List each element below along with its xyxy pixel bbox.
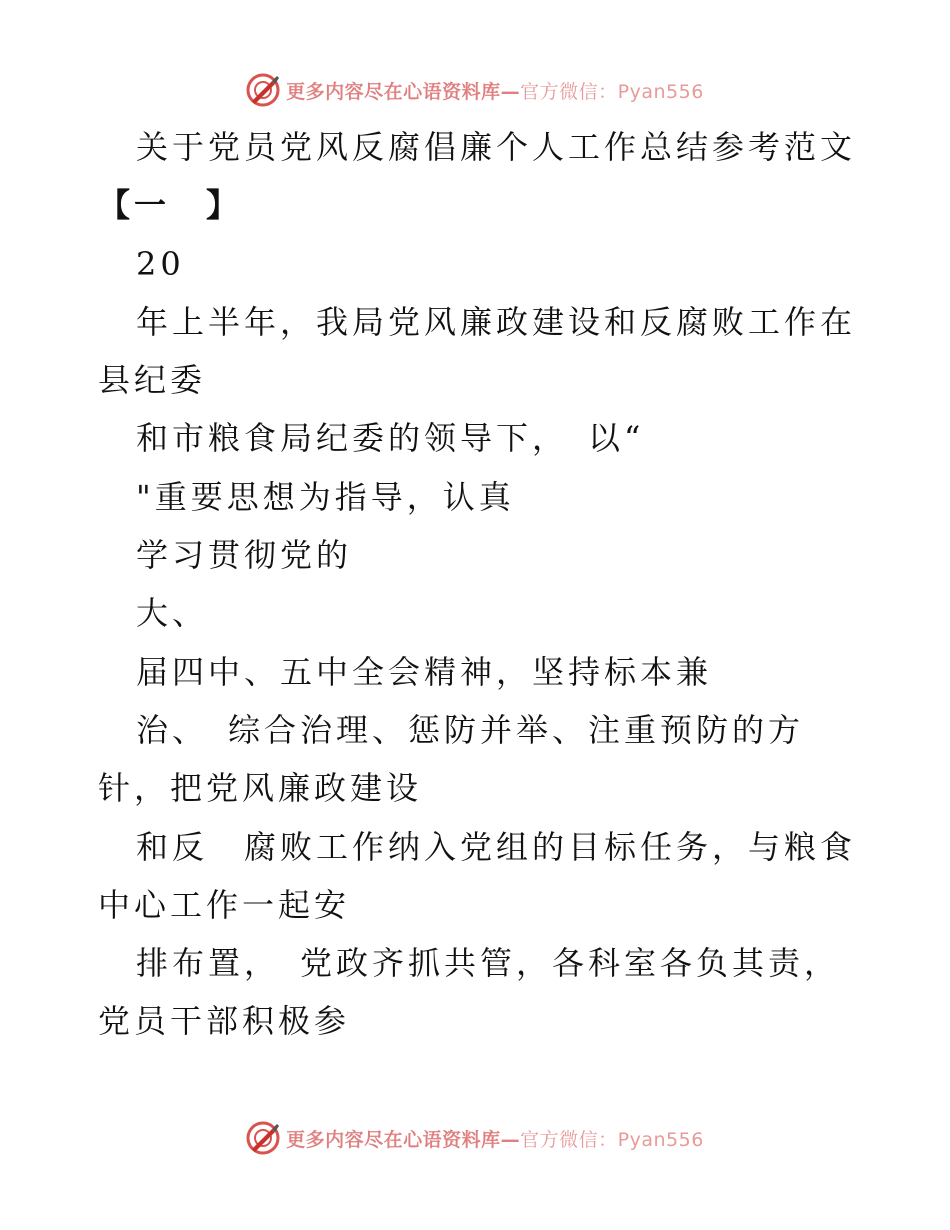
document-title: 关于党员党风反腐倡廉个人工作总结参考范文: [136, 128, 857, 166]
paragraph: 届四中、五中全会精神，坚持标本兼: [136, 652, 713, 691]
footer-watermark: [0, 1118, 950, 1158]
document-body: [98, 118, 858, 1051]
watermark-main-text: 更多内容尽在心语资料库—: [286, 80, 521, 103]
watermark-wechat-text: 官方微信：Pyan556: [520, 1128, 704, 1151]
paragraph: 年上半年，我局党风廉政建设和反腐败工作在县纪委: [98, 302, 857, 400]
pen-logo-icon: [246, 73, 280, 107]
paragraph: "重要思想为指导，认真: [136, 477, 515, 516]
watermark-wechat-text: 官方微信：Pyan556: [520, 80, 704, 103]
section-mark: 【一 】: [98, 186, 243, 225]
pen-logo-icon: [246, 1121, 280, 1155]
header-watermark: [0, 70, 950, 110]
paragraph: 和市粮食局纪委的领导下， 以“: [136, 419, 645, 458]
paragraph: 治、 综合治理、惩防并举、注重预防的方针，把党风廉政建设: [98, 710, 805, 808]
paragraph: 20: [136, 244, 185, 283]
paragraph: 大、: [136, 594, 209, 633]
paragraph: 和反 腐败工作纳入党组的目标任务，与粮食中心工作一起安: [98, 827, 857, 924]
watermark-main-text: 更多内容尽在心语资料库—: [286, 1128, 521, 1151]
paragraph: 排布置， 党政齐抓共管，各科室各负其责，党员干部积极参: [98, 944, 841, 1041]
paragraph: 学习贯彻党的: [136, 536, 353, 575]
